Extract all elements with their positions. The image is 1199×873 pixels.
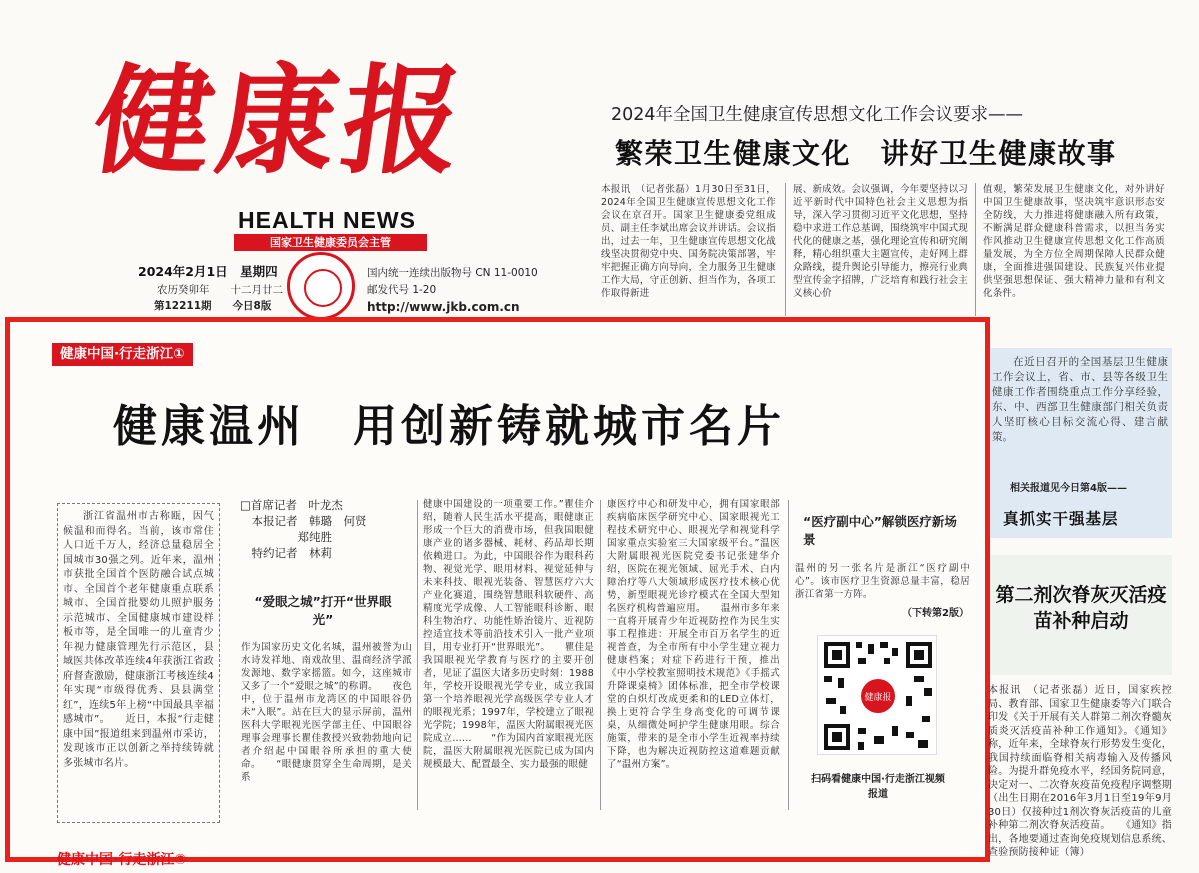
column-divider (975, 183, 976, 316)
masthead-english: HEALTH NEWS (238, 207, 416, 233)
series-tag: 健康中国·行走浙江① (52, 343, 193, 366)
website-link[interactable]: http://www.jkb.com.cn (367, 300, 520, 314)
feature-intro-text: 浙江省温州市古称瓯，因气候温和而得名。当前，该市常住人口近千万人，经济总量稳居全国城市30强之列。近年来，温州市获批全国首个医防融合试点城市、全国首个老年健康重点联系城市、全国首批婴幼儿照护服务示范城市、全国健康城市建设样板市等，是全国唯一的儿童青少年视力健康管理先行示范区，县域医共体改革连续4年获浙江省政府督查激励，健康浙江考核连续4年实现“市级得优秀、县县满堂红”，连续5年上榜“中国最具幸福感城市”。 近日，本报“行走健康中国”报道组来到温州市采访，发现该市正以创新之举持续铸就多张城市名片。 (63, 511, 214, 769)
qr-code-icon[interactable] (817, 635, 937, 755)
feature-intro-box (57, 503, 220, 823)
qr-logo-text: 健康报 (864, 693, 892, 703)
bottom-series-tag: 健康中国·行走浙江③ (57, 852, 187, 868)
emblem-icon (287, 252, 355, 320)
feature-subhead-1: “爱眼之城”打开“世界眼光” (254, 594, 392, 627)
sidebar-blue-text: 在近日召开的全国基层卫生健康工作会议上，省、市、县等各级卫生健康工作者围绕重点工作分享经验，东、中、西部卫生健康部门相关负责人坚盯核心目标交流心得、建言献策。 (992, 356, 1168, 443)
top-story-subtitle: 2024年全国卫生健康宣传思想文化工作会议要求—— (611, 105, 1024, 125)
byline-names: 韩璐 何贤 (309, 514, 367, 528)
feature-column-1: 作为国家历史文化名城，温州被誉为山水诗发祥地、南戏故里、温商经济学派发源地、数学家摇篮。如今，这座城市又多了一个“爱眼之城”的称谓。 夜色中，位于温州市龙湾区的中国眼谷仍未“入眠”。站在巨大的显示屏前，温州医科大学眼视光医学部主任、中国眼谷理事会理事长瞿佳教授兴致勃勃地向记者介绍起中国眼谷所承担的重大使命。 “眼健康贯穿全生命周期，是关系 (241, 642, 412, 783)
column-divider (785, 183, 786, 316)
publication-info (367, 265, 538, 316)
top-story-title: 繁荣卫生健康文化 讲好卫生健康故事 (615, 137, 1117, 170)
postal-code: 邮发代号 1-20 (367, 284, 437, 296)
issue-number: 第12211期 今日8版 (154, 300, 272, 312)
bylines (240, 497, 367, 561)
feature-column-3: 康医疗中心和研发中心，拥有国家眼部疾病临床医学研究中心、国家眼视光工程技术研究中心、眼视光学和视觉科学国家重点实验室三大国家级平台。”温医大附属眼视光医院党委书记张建华介绍，医院在视光领域、屈光手术、白内障治疗等八大领域形成医疗技术核心优势，新型眼视光诊疗模式在全国大型知名医疗机构普遍应用。 温州市多年来一直将开展青少年近视防控作为民生实事工程推进：开展全市百万名学生的近视普查，为全市所有中小学生建立视力健康档案；对症下药进行干预，推出《中小学校教室照明技术规范》《手摇式升降课桌椅》团体标准，把全市学校课堂的白炽灯改成更柔和的LED立体灯，换上更符合学生身高变化的可调节课桌，从细微处呵护学生健康用眼。综合施策，带来的是全市小学生近视率持续下降，也为解决近视防控这道难题贡献了“温州方案”。 (607, 499, 780, 770)
top-story-column-2: 展、新成效。会议强调，今年要坚持以习近平新时代中国特色社会主义思想为指导，深入学习贯彻习近平文化思想，坚持稳中求进工作总基调，围绕筑牢中国式现代化的健康之基，强化理论宣传和研究阐释，精心组织重大主题宣传，走好网上群众路线，提升舆论引导能力，擦亮行业典型宣传金字招牌，广泛培育和践行社会主义核心价 (793, 184, 968, 299)
continue-note: （下转第2版） (902, 608, 969, 619)
top-story-column-3: 值观，繁荣发展卫生健康文化，对外讲好中国卫生健康故事，坚决筑牢意识形态安全防线，大力推进将健康融入所有政策，不断满足群众健康科普需求，以担当务实作风推动卫生健康宣传思想文化工作高质量发展，为全方位全周期保障人民群众健康，全面推进强国建设、民族复兴伟业提供坚强思想保证、强大精神力量和有利文化条件。 (983, 184, 1165, 299)
masthead-logo: 健康报 (85, 51, 477, 190)
issue-date: 2024年2月1日 星期四 (138, 264, 278, 279)
qr-caption: 扫码看健康中国·行走浙江视频报道 (811, 774, 945, 800)
byline-role: 本报记者 (240, 514, 298, 528)
byline-names: 郑纯胜 (297, 530, 332, 544)
lunar-date: 农历癸卯年 十二月廿二 (157, 284, 283, 296)
cn-number: 国内统一连续出版物号 CN 11-0010 (367, 267, 538, 279)
feature-column-2: 健康中国建设的一项重要工作。”瞿佳介绍，随着人民生活水平提高，眼健康正形成一个巨大的消费市场，但我国眼健康产业的诸多器械、耗材、药品却长期依赖进口。为此，中国眼谷作为眼科药物、视觉光学、眼用材料、视觉延伸与未来科技、眼视光装备、智慧医疗六大产业化赛道，围绕智慧眼科软硬件、高精度光学成像、人工智能眼科诊断、眼科生物治疗、功能性矫治镜片、近视防控适宜技术等前沿技术引入一批产业项目，用专业打开“世界眼光”。 瞿佳是我国眼视光学教育与医疗的主要开创者，见证了温医大诸多历史时刻：1988年，学校开设眼视光学专业，成立我国第一个培养眼视光学高级医学专业人才的眼视光系；1997年，学校建立了眼视光学院；1998年，温医大附属眼视光医院成立…… “作为国内首家眼视光医院，温医大附属眼视光医院已成为国内规模最大、配置最全、实力最强的眼健 (423, 499, 594, 770)
byline-role: 特约记者 (240, 546, 298, 560)
vaccine-title: 第二剂次脊灰灭活疫苗补种启动 (995, 584, 1167, 632)
vaccine-article: 本报讯 （记者张磊）近日，国家疾控局、教育部、国家卫生健康委等六门联合印发《关于开展有关人群第二剂次脊髓灰质炎灭活疫苗补种工作通知》。《通知》称，近年来，全球脊灰行形势发生变化，我国持续面临脊相关病毒输入及传播风险。为提升群免疫水平，经国务院同意，决定对一、二次脊灰疫苗免疫程序调整期（出生日期在2016年3月1日至19年9月30日）仅接种过1剂次脊灰活疫苗的儿童补种第二剂次脊灰活疫苗。 《通知》指出，各地要通过查询免疫规划信息系统、查验预防接种证（簿） (988, 685, 1172, 858)
feature-subhead-2: “医疗副中心”解锁医疗新场景 (803, 514, 957, 547)
column-divider (600, 500, 601, 810)
feature-headline: 健康温州 用创新铸就城市名片 (113, 401, 785, 452)
byline-names: 林莉 (309, 546, 332, 560)
byline-names: 叶龙杰 (308, 498, 343, 512)
ministry-banner: 国家卫生健康委员会主管 (234, 234, 427, 251)
byline-role: □首席记者 (240, 498, 297, 512)
related-headline[interactable]: 真抓实干强基层 (1003, 510, 1119, 528)
feature-column-4: 温州的另一张名片是浙江“医疗副中心”。该市医疗卫生资源总量丰富，稳居浙江省第一方阵。 (795, 563, 970, 600)
column-divider (417, 500, 418, 810)
column-divider (788, 500, 789, 810)
related-report-link[interactable]: 相关报道见今日第4版—— (1010, 483, 1127, 494)
top-story-column-1: 本报讯 （记者张磊）1月30日至31日，2024年全国卫生健康宣传思想文化工作会议在京召开。国家卫生健康委党组成员、副主任李斌出席会议并讲话。会议指出，过去一年，卫生健康宣传思想文化战线坚决贯彻党中央、国务院决策部署，牢牢把握正确方向导向，全力服务卫生健康工作大局，守正创新、担当作为，各项工作取得新进 (601, 184, 776, 299)
